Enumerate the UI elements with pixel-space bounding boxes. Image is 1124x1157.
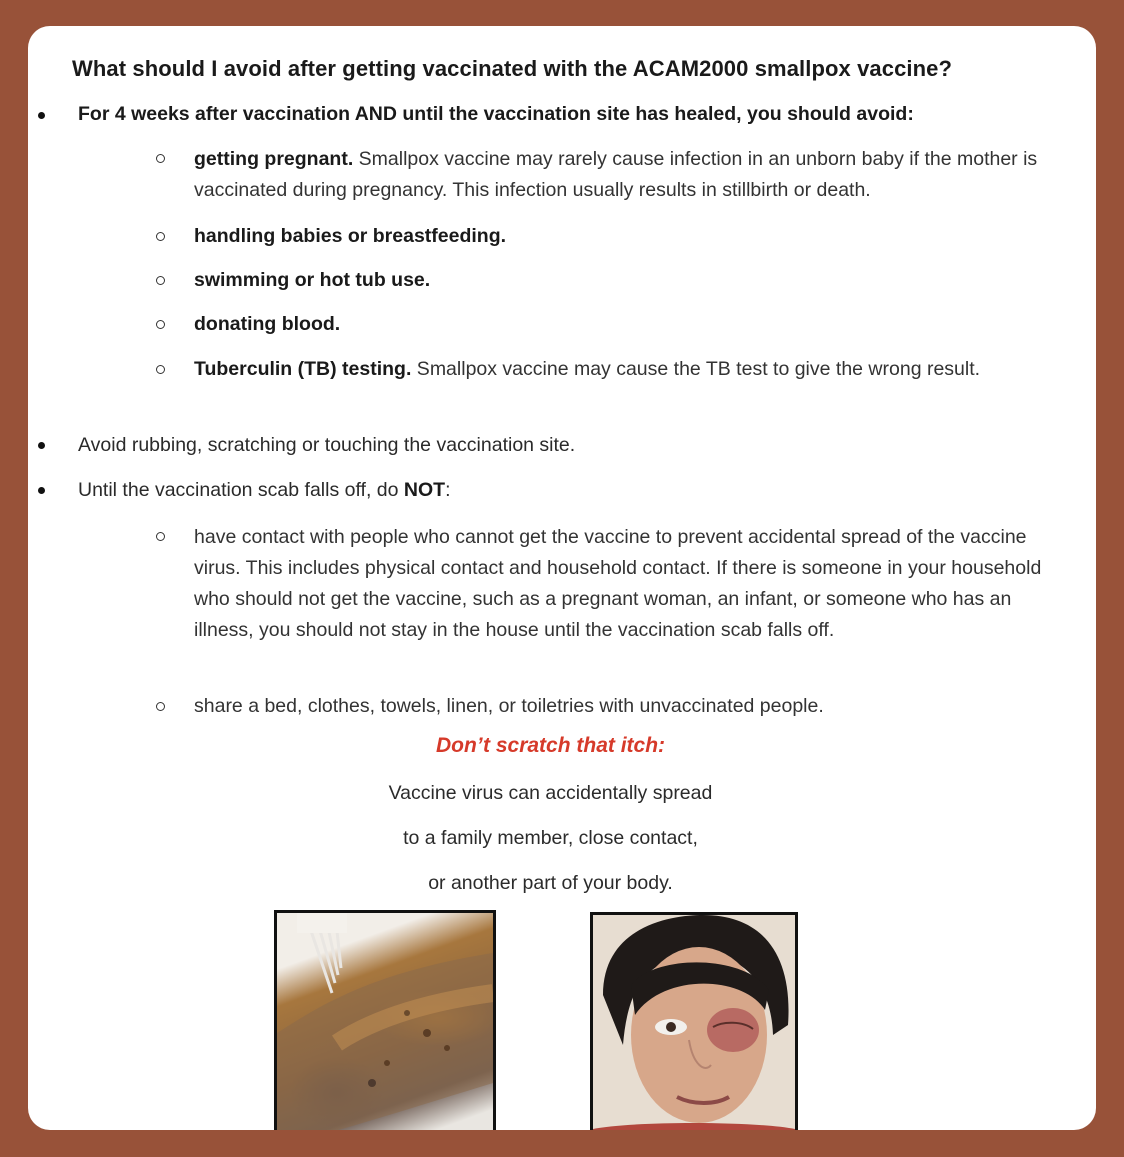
- arm-rash-photo: [274, 910, 496, 1130]
- comb-scratching-arm-image: [277, 913, 493, 1130]
- circle-bullet-icon: [156, 365, 165, 374]
- item-bold: Tuberculin (TB) testing.: [194, 358, 412, 380]
- circle-bullet-icon: [156, 702, 165, 711]
- list-item-swimming: [194, 265, 430, 296]
- page-title: What should I avoid after getting vaccinated with the ACAM2000 smallpox vaccine?: [72, 56, 953, 81]
- list-item-blood: [194, 309, 340, 340]
- callout-line: to a family member, close contact,: [403, 827, 698, 849]
- bullet-avoid-rubbing: Avoid rubbing, scratching or touching the vaccination site.: [78, 434, 576, 456]
- circle-bullet-icon: [156, 276, 165, 285]
- bullet3-suffix: :: [445, 479, 451, 501]
- item-bold: handling babies or breastfeeding.: [194, 225, 507, 247]
- bullet3-bold: NOT: [403, 479, 446, 501]
- callout-line: or another part of your body.: [428, 872, 673, 894]
- list-item-tb: [194, 354, 1034, 385]
- item-text: Smallpox vaccine may cause the TB test to give the wrong result.: [411, 358, 981, 380]
- section1-heading: For 4 weeks after vaccination AND until the vaccination site has healed, you should avoid:: [78, 103, 914, 125]
- bullet-icon: [38, 442, 45, 449]
- list-item-contact: have contact with people who cannot get the vaccine to prevent accidental spread of the vaccine virus. This includes physical contact and household contact. If there is someone in your household who should not get the vaccine, such as a pregnant woman, an infant, or someone who has an illness, you should not stay in the house until the vaccination scab falls off.: [194, 526, 1042, 641]
- list-item-share: share a bed, clothes, towels, linen, or toiletries with unvaccinated people.: [194, 695, 824, 717]
- callout-heading: Don’t scratch that itch:: [435, 734, 666, 757]
- item-bold: getting pregnant.: [194, 148, 354, 170]
- document-card: [28, 26, 1096, 1130]
- circle-bullet-icon: [156, 154, 165, 163]
- callout-line: Vaccine virus can accidentally spread: [388, 782, 713, 804]
- circle-bullet-icon: [156, 232, 165, 241]
- item-bold: swimming or hot tub use.: [194, 269, 431, 291]
- item-text: Smallpox vaccine may rarely cause infection in an unborn baby if the mother is vaccinated during pregnancy. This infection usually results in stillbirth or death.: [194, 148, 1038, 201]
- woman-swollen-eye-image: [593, 915, 795, 1130]
- bullet-icon: [38, 487, 45, 494]
- circle-bullet-icon: [156, 532, 165, 541]
- face-infection-photo: [590, 912, 798, 1130]
- bullet-until-scab: [78, 479, 451, 502]
- list-item-babies: [194, 221, 506, 252]
- item-bold: donating blood.: [194, 313, 341, 335]
- circle-bullet-icon: [156, 320, 165, 329]
- list-item-pregnant: [194, 144, 1074, 206]
- bullet3-text: Until the vaccination scab falls off, do: [78, 479, 404, 501]
- bullet-icon: [38, 112, 45, 119]
